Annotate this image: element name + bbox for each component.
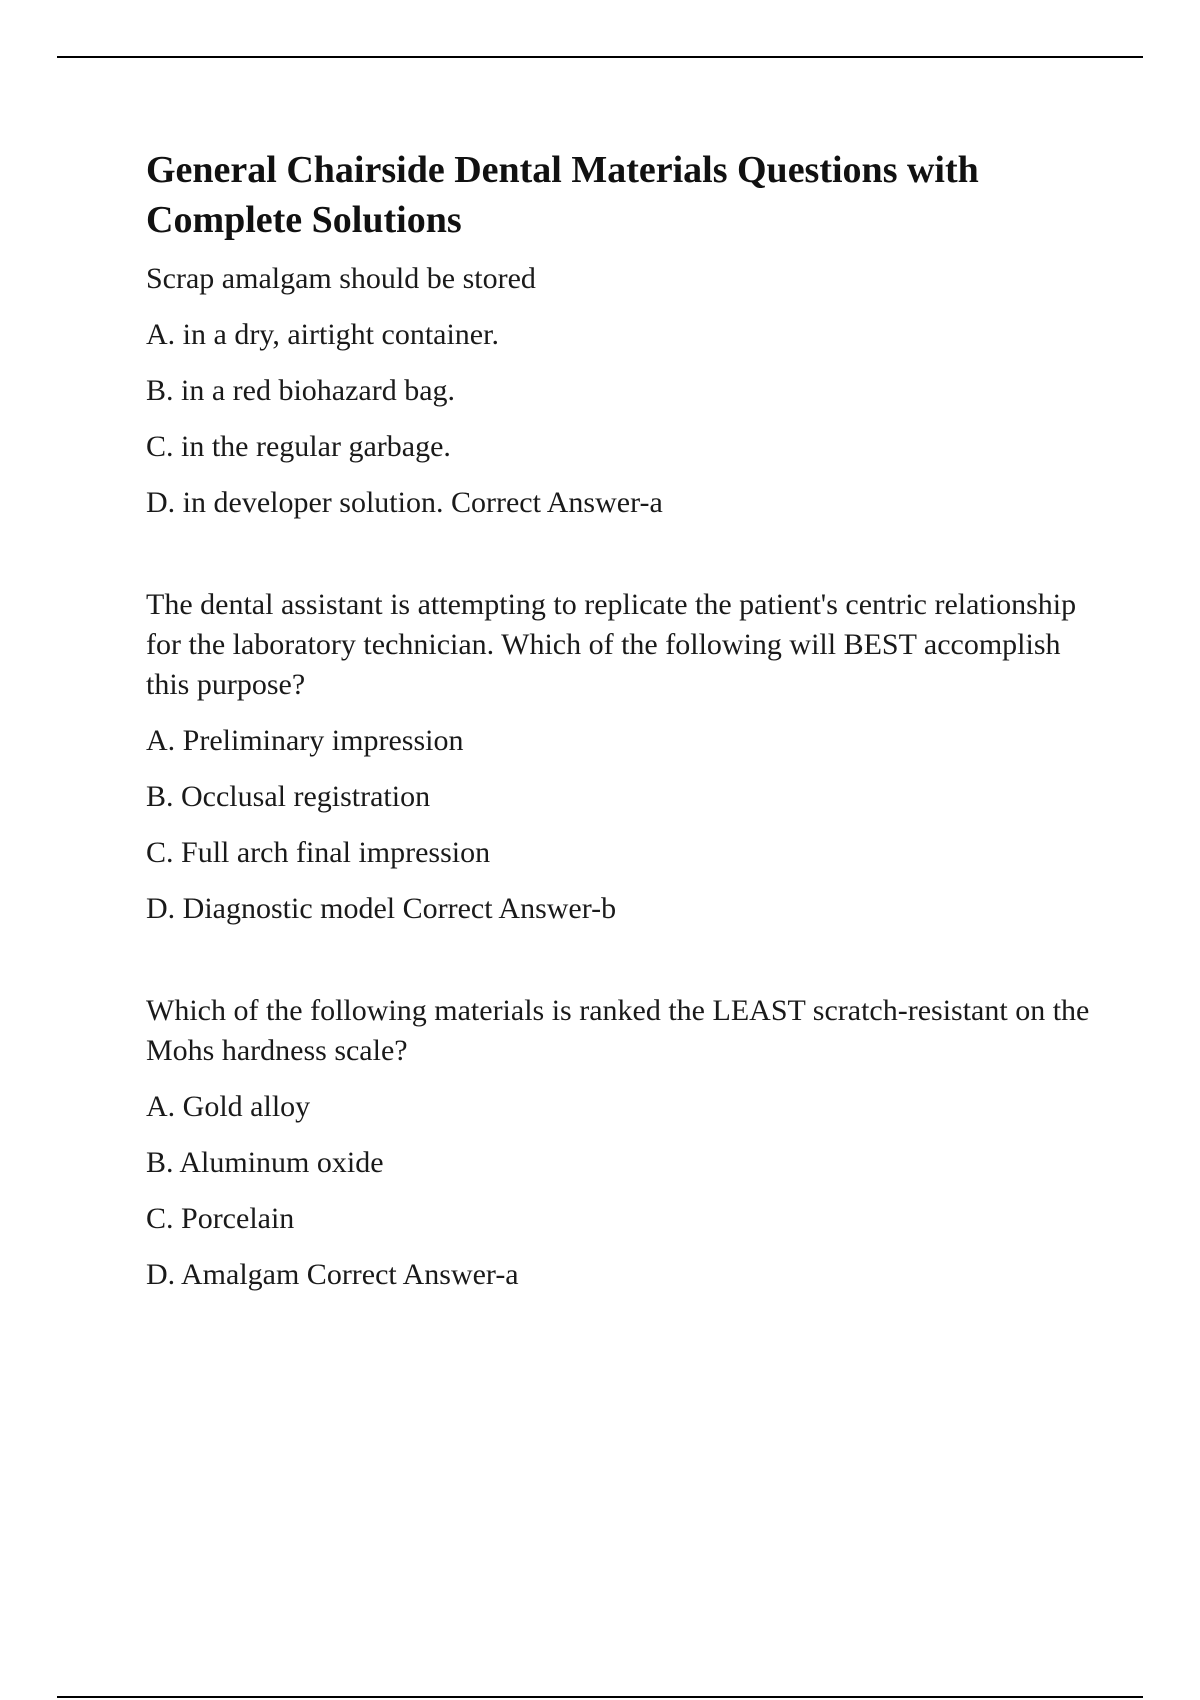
document-title: General Chairside Dental Materials Questions with Complete Solutions xyxy=(146,149,979,241)
question-1-option-a: A. in a dry, airtight container. xyxy=(146,318,499,351)
document-body xyxy=(146,145,1106,1295)
bottom-rule xyxy=(57,1696,1143,1698)
question-2-option-a: A. Preliminary impression xyxy=(146,724,464,757)
top-rule xyxy=(57,56,1143,58)
question-3-option-c: C. Porcelain xyxy=(146,1202,295,1235)
question-1-option-d: D. in developer solution. Correct Answer-a xyxy=(146,486,663,519)
question-3-option-a: A. Gold alloy xyxy=(146,1090,311,1123)
question-1-prompt: Scrap amalgam should be stored xyxy=(146,262,536,295)
question-2-option-b: B. Occlusal registration xyxy=(146,780,431,813)
question-3 xyxy=(146,991,1106,1295)
question-1 xyxy=(146,259,1106,523)
question-2-option-c: C. Full arch final impression xyxy=(146,836,491,869)
question-3-option-b: B. Aluminum oxide xyxy=(146,1146,384,1179)
question-2-prompt: The dental assistant is attempting to replicate the patient's centric relationship for the laboratory technician. Which of the following will BEST accomplish this purpose? xyxy=(146,588,1077,701)
question-2-option-d: D. Diagnostic model Correct Answer-b xyxy=(146,892,617,925)
question-2 xyxy=(146,585,1106,929)
question-3-prompt: Which of the following materials is ranked the LEAST scratch-resistant on the Mohs hardness scale? xyxy=(146,994,1090,1067)
question-1-option-b: B. in a red biohazard bag. xyxy=(146,374,456,407)
question-1-option-c: C. in the regular garbage. xyxy=(146,430,451,463)
question-3-option-d: D. Amalgam Correct Answer-a xyxy=(146,1258,519,1291)
